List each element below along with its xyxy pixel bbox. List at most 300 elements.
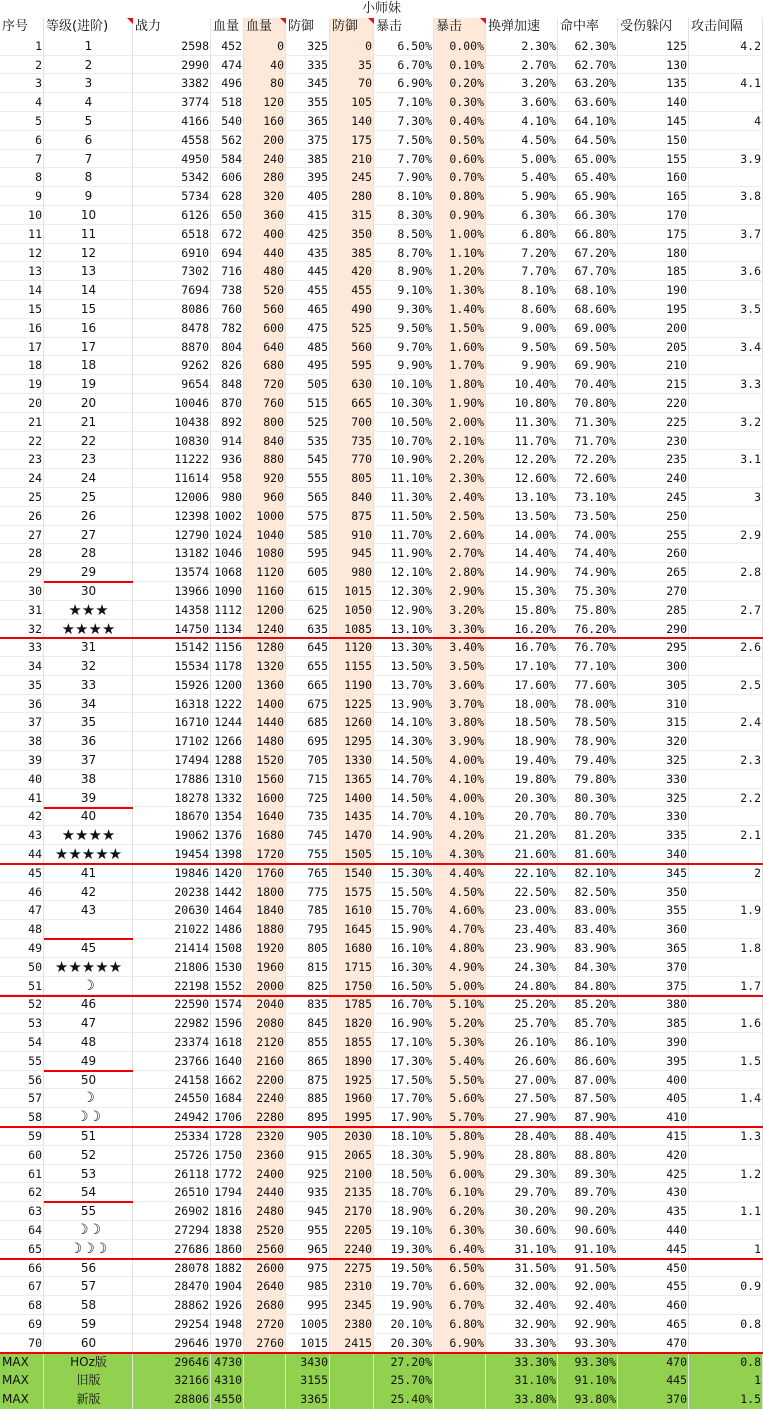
col-index-cell: 10: [0, 206, 44, 225]
col-hit-cell: 78.90%: [558, 732, 618, 751]
col-reload-cell: 33.30%: [486, 1334, 558, 1353]
col-hp-growth-cell: 2000: [244, 977, 286, 996]
col-hp-base-cell: 1310: [211, 770, 244, 789]
table-row: [0, 356, 763, 375]
col-hp-base-cell: 1376: [211, 826, 244, 845]
col-def-growth-cell: 0: [330, 37, 374, 56]
col-hit-cell: 80.70%: [558, 807, 618, 826]
col-hp-base-cell: 782: [211, 319, 244, 338]
col-crit-growth-cell: 5.00%: [434, 977, 486, 996]
col-dodge-cell: 285: [618, 601, 689, 620]
table-row: [0, 1071, 763, 1090]
col-def-growth-cell: 1645: [330, 920, 374, 939]
col-crit-base-cell: 7.10%: [374, 93, 434, 112]
col-def-growth-cell: 1680: [330, 939, 374, 958]
col-level-cell: 58: [44, 1296, 133, 1315]
col-hp-growth-cell: 1280: [244, 638, 286, 657]
col-hp-base-cell: 1398: [211, 845, 244, 864]
col-index-cell: 23: [0, 450, 44, 469]
col-crit-base-cell: 10.50%: [374, 413, 434, 432]
col-def-growth-cell: 350: [330, 225, 374, 244]
col-reload-cell: 22.50%: [486, 883, 558, 902]
col-hp-base-cell: 738: [211, 281, 244, 300]
col-def-base-cell: 545: [286, 450, 330, 469]
table-row: [0, 883, 763, 902]
col-index-cell: 13: [0, 262, 44, 281]
col-index-cell: 41: [0, 789, 44, 808]
col-crit-growth-cell: 0.90%: [434, 206, 486, 225]
col-interval-cell: 1.7: [689, 977, 763, 996]
table-row: [0, 751, 763, 770]
col-interval-cell: 2.9: [689, 526, 763, 545]
col-def-growth-cell: 315: [330, 206, 374, 225]
col-level-cell: ★★★★: [44, 620, 133, 639]
col-def-base-cell: 775: [286, 883, 330, 902]
col-def-growth-cell: 2240: [330, 1240, 374, 1259]
col-index-cell: 45: [0, 864, 44, 883]
col-reload-cell: 16.70%: [486, 638, 558, 657]
col-crit-growth-cell: [434, 1353, 486, 1372]
col-crit-growth-cell: 1.20%: [434, 262, 486, 281]
col-crit-base-cell: 6.50%: [374, 37, 434, 56]
section-separator: [0, 1352, 763, 1354]
col-power-cell: 26118: [133, 1165, 211, 1184]
col-crit-base-cell: 13.50%: [374, 657, 434, 676]
col-hp-growth-cell: 320: [244, 187, 286, 206]
col-power-cell: 4950: [133, 150, 211, 169]
col-hit-cell: 64.10%: [558, 112, 618, 131]
col-dodge-cell: 470: [618, 1353, 689, 1372]
col-dodge-cell: 330: [618, 770, 689, 789]
col-power-cell: 8478: [133, 319, 211, 338]
col-def-growth-cell: 840: [330, 488, 374, 507]
col-def-base-cell: 735: [286, 807, 330, 826]
table-row: [0, 582, 763, 601]
col-hit-cell: 87.00%: [558, 1071, 618, 1090]
col-hp-growth-cell: 800: [244, 413, 286, 432]
col-crit-base-cell: 18.50%: [374, 1165, 434, 1184]
col-hp-growth-cell: 1320: [244, 657, 286, 676]
col-interval-cell: 0.8: [689, 1353, 763, 1372]
col-power-cell: 28862: [133, 1296, 211, 1315]
col-level-cell: 22: [44, 432, 133, 451]
col-hit-cell: 74.00%: [558, 526, 618, 545]
col-hit-cell: 91.50%: [558, 1259, 618, 1278]
col-def-base-cell: 745: [286, 826, 330, 845]
col-level-cell: 10: [44, 206, 133, 225]
col-hp-growth-cell: 2760: [244, 1334, 286, 1353]
col-crit-base-cell: 16.10%: [374, 939, 434, 958]
col-level-cell: 41: [44, 864, 133, 883]
col-crit-base-cell: 7.90%: [374, 168, 434, 187]
col-crit-growth-cell: 4.40%: [434, 864, 486, 883]
col-hp-growth-cell: 120: [244, 93, 286, 112]
col-hp-growth-cell: 2040: [244, 995, 286, 1014]
col-interval-cell: [689, 206, 763, 225]
col-index-cell: 51: [0, 977, 44, 996]
col-def-base-cell: 1015: [286, 1334, 330, 1353]
col-hit-cell: 85.20%: [558, 995, 618, 1014]
col-level-header: 等级(进阶): [44, 18, 133, 37]
col-reload-cell: 24.80%: [486, 977, 558, 996]
col-hp-growth-cell: 80: [244, 74, 286, 93]
col-crit-growth-cell: 6.70%: [434, 1296, 486, 1315]
col-crit-growth-cell: 5.60%: [434, 1089, 486, 1108]
col-crit-growth-cell: 4.50%: [434, 883, 486, 902]
col-level-cell: 46: [44, 995, 133, 1014]
col-hp-growth-cell: 760: [244, 394, 286, 413]
col-def-base-cell: 325: [286, 37, 330, 56]
col-index-cell: 20: [0, 394, 44, 413]
col-interval-cell: 3.2: [689, 413, 763, 432]
col-hp-growth-cell: 40: [244, 56, 286, 75]
col-hp-growth-cell: 1240: [244, 620, 286, 639]
col-power-cell: 8086: [133, 300, 211, 319]
col-def-base-cell: 355: [286, 93, 330, 112]
col-reload-cell: 33.30%: [486, 1353, 558, 1372]
col-level-cell: 7: [44, 150, 133, 169]
col-hit-cell: 83.00%: [558, 901, 618, 920]
col-interval-cell: 1.2: [689, 1165, 763, 1184]
col-hp-base-cell: 1794: [211, 1183, 244, 1202]
col-crit-growth-cell: 6.80%: [434, 1315, 486, 1334]
col-crit-base-cell: 8.70%: [374, 244, 434, 263]
col-reload-cell: 26.10%: [486, 1033, 558, 1052]
col-reload-cell: 14.40%: [486, 544, 558, 563]
col-hit-cell: 74.90%: [558, 563, 618, 582]
col-dodge-cell: 445: [618, 1371, 689, 1390]
col-dodge-cell: 340: [618, 845, 689, 864]
col-hp-base-cell: 1486: [211, 920, 244, 939]
col-def-growth-cell: 1330: [330, 751, 374, 770]
col-hit-cell: 72.60%: [558, 469, 618, 488]
col-index-cell: MAX: [0, 1371, 44, 1390]
col-hit-cell: 88.40%: [558, 1127, 618, 1146]
col-def-growth-cell: 1785: [330, 995, 374, 1014]
col-hp-growth-cell: 1120: [244, 563, 286, 582]
col-interval-cell: 1.3: [689, 1127, 763, 1146]
col-hit-cell: 76.20%: [558, 620, 618, 639]
col-dodge-cell: 470: [618, 1334, 689, 1353]
table-row: [0, 563, 763, 582]
col-level-cell: 旧版: [44, 1371, 133, 1390]
col-def-growth-cell: 1435: [330, 807, 374, 826]
col-index-cell: 64: [0, 1221, 44, 1240]
table-row: [0, 939, 763, 958]
col-interval-cell: [689, 281, 763, 300]
col-def-growth-cell: [330, 1353, 374, 1372]
col-interval-cell: [689, 1259, 763, 1278]
col-crit-base-cell: 8.10%: [374, 187, 434, 206]
col-reload-cell: 19.80%: [486, 770, 558, 789]
col-hit-cell: 75.30%: [558, 582, 618, 601]
col-crit-base-cell: 6.70%: [374, 56, 434, 75]
col-power-cell: 25726: [133, 1146, 211, 1165]
table-row: [0, 695, 763, 714]
col-hp-growth-cell: 840: [244, 432, 286, 451]
col-power-cell: 11614: [133, 469, 211, 488]
col-interval-cell: [689, 695, 763, 714]
col-crit-base-cell: 14.50%: [374, 751, 434, 770]
col-reload-cell: 3.60%: [486, 93, 558, 112]
col-interval-cell: 2.2: [689, 789, 763, 808]
col-dodge-cell: 270: [618, 582, 689, 601]
col-level-cell: 30: [44, 582, 133, 601]
col-index-cell: 32: [0, 620, 44, 639]
col-dodge-cell: 360: [618, 920, 689, 939]
col-def-base-cell: 985: [286, 1277, 330, 1296]
col-interval-cell: [689, 131, 763, 150]
col-dodge-cell: 380: [618, 995, 689, 1014]
col-crit-growth-cell: 0.00%: [434, 37, 486, 56]
col-level-cell: 59: [44, 1315, 133, 1334]
col-crit-base-cell: 15.70%: [374, 901, 434, 920]
col-hit-cell: 62.70%: [558, 56, 618, 75]
col-dodge-cell: 205: [618, 338, 689, 357]
col-crit-growth-cell: 6.60%: [434, 1277, 486, 1296]
col-crit-base-cell: 25.70%: [374, 1371, 434, 1390]
col-dodge-cell: 310: [618, 695, 689, 714]
col-index-cell: 65: [0, 1240, 44, 1259]
col-level-cell: 5: [44, 112, 133, 131]
col-hp-growth-cell: 2280: [244, 1108, 286, 1127]
col-hp-base-cell: 584: [211, 150, 244, 169]
col-hp-growth-cell: 1920: [244, 939, 286, 958]
table-row: [0, 1240, 763, 1259]
col-power-cell: 6126: [133, 206, 211, 225]
col-interval-cell: 2: [689, 864, 763, 883]
col-interval-cell: [689, 770, 763, 789]
col-crit-base-cell: 17.50%: [374, 1071, 434, 1090]
col-power-cell: 16318: [133, 695, 211, 714]
col-crit-base-cell: 9.90%: [374, 356, 434, 375]
col-power-cell: 22198: [133, 977, 211, 996]
col-crit-growth-cell: 3.30%: [434, 620, 486, 639]
col-dodge-cell: 195: [618, 300, 689, 319]
table-row: [0, 1221, 763, 1240]
col-crit-base-cell: 12.30%: [374, 582, 434, 601]
table-row: [0, 1334, 763, 1353]
col-level-cell: 31: [44, 638, 133, 657]
col-dodge-cell: 295: [618, 638, 689, 657]
table-row: [0, 225, 763, 244]
table-row: [0, 1014, 763, 1033]
col-hp-base-cell: 1662: [211, 1071, 244, 1090]
col-hp-base-cell: 1068: [211, 563, 244, 582]
col-power-cell: 21806: [133, 958, 211, 977]
col-def-base-cell: 485: [286, 338, 330, 357]
col-interval-cell: 4: [689, 112, 763, 131]
col-level-cell: 50: [44, 1071, 133, 1090]
col-crit-base-cell: 18.10%: [374, 1127, 434, 1146]
col-crit-growth-cell: 1.80%: [434, 375, 486, 394]
col-index-cell: 38: [0, 732, 44, 751]
col-hp-base-cell: 1552: [211, 977, 244, 996]
col-level-cell: 53: [44, 1165, 133, 1184]
col-index-cell: 59: [0, 1127, 44, 1146]
col-crit-growth-cell: 1.70%: [434, 356, 486, 375]
col-crit-growth-cell: 0.60%: [434, 150, 486, 169]
col-crit-base-cell: 16.70%: [374, 995, 434, 1014]
col-hp-base-cell: 1244: [211, 713, 244, 732]
col-hp-base-cell: 606: [211, 168, 244, 187]
col-interval-cell: 2.3: [689, 751, 763, 770]
col-interval-cell: [689, 356, 763, 375]
col-dodge-header: 受伤躲闪: [618, 18, 689, 37]
col-crit-growth-cell: 4.00%: [434, 751, 486, 770]
col-dodge-cell: 440: [618, 1221, 689, 1240]
col-def-growth-cell: 280: [330, 187, 374, 206]
col-level-cell: 16: [44, 319, 133, 338]
col-hp-growth-cell: 1000: [244, 507, 286, 526]
col-level-cell: 29: [44, 563, 133, 582]
col-hp-growth-cell: [244, 1353, 286, 1372]
col-crit-base-cell: 9.10%: [374, 281, 434, 300]
col-crit-base-cell: 9.70%: [374, 338, 434, 357]
col-hit-cell: 85.70%: [558, 1014, 618, 1033]
col-crit-base-cell: 14.10%: [374, 713, 434, 732]
col-hp-base-cell: 1706: [211, 1108, 244, 1127]
col-def-growth-cell: 245: [330, 168, 374, 187]
col-index-cell: 26: [0, 507, 44, 526]
col-hp-growth-cell: 2240: [244, 1089, 286, 1108]
col-crit-base-cell: 7.30%: [374, 112, 434, 131]
col-index-cell: 43: [0, 826, 44, 845]
col-hit-cell: 79.80%: [558, 770, 618, 789]
col-crit-growth-cell: 4.90%: [434, 958, 486, 977]
col-interval-cell: 3.4: [689, 338, 763, 357]
col-hp-growth-cell: 1760: [244, 864, 286, 883]
col-def-growth-cell: 1400: [330, 789, 374, 808]
table-row: [0, 676, 763, 695]
col-interval-cell: [689, 244, 763, 263]
col-interval-cell: 2.6: [689, 638, 763, 657]
col-reload-cell: 15.80%: [486, 601, 558, 620]
col-dodge-cell: 315: [618, 713, 689, 732]
col-def-base-cell: 805: [286, 939, 330, 958]
col-def-growth-cell: 2135: [330, 1183, 374, 1202]
col-hp-base-cell: 562: [211, 131, 244, 150]
col-reload-cell: 5.90%: [486, 187, 558, 206]
table-row: [0, 977, 763, 996]
col-dodge-cell: 465: [618, 1315, 689, 1334]
col-hp-growth-cell: 2640: [244, 1277, 286, 1296]
col-dodge-cell: 400: [618, 1071, 689, 1090]
col-dodge-cell: 160: [618, 168, 689, 187]
col-dodge-cell: 320: [618, 732, 689, 751]
col-level-cell: 33: [44, 676, 133, 695]
col-power-cell: 2990: [133, 56, 211, 75]
col-crit-base-cell: 19.70%: [374, 1277, 434, 1296]
col-index-cell: 52: [0, 995, 44, 1014]
col-hp-base-cell: 804: [211, 338, 244, 357]
col-power-cell: 6910: [133, 244, 211, 263]
col-index-cell: 2: [0, 56, 44, 75]
col-power-cell: 29646: [133, 1334, 211, 1353]
col-def-base-cell: 1005: [286, 1315, 330, 1334]
col-hit-cell: 70.80%: [558, 394, 618, 413]
col-crit-growth-cell: 5.70%: [434, 1108, 486, 1127]
col-level-cell: 8: [44, 168, 133, 187]
col-interval-cell: [689, 732, 763, 751]
col-power-cell: 28806: [133, 1390, 211, 1409]
col-interval-cell: [689, 845, 763, 864]
table-row: [0, 1259, 763, 1278]
col-power-cell: 15534: [133, 657, 211, 676]
col-hp-base-cell: 1640: [211, 1052, 244, 1071]
col-dodge-cell: 430: [618, 1183, 689, 1202]
max-summary: [0, 1353, 763, 1409]
col-reload-cell: 7.70%: [486, 262, 558, 281]
col-dodge-cell: 145: [618, 112, 689, 131]
table-row: [0, 168, 763, 187]
table-row: [0, 638, 763, 657]
col-hp-growth-cell: 520: [244, 281, 286, 300]
col-dodge-cell: 225: [618, 413, 689, 432]
table-row: [0, 375, 763, 394]
col-def-growth-cell: 70: [330, 74, 374, 93]
col-level-cell: 23: [44, 450, 133, 469]
col-crit-base-cell: 16.90%: [374, 1014, 434, 1033]
col-crit-growth-cell: 1.30%: [434, 281, 486, 300]
col-level-cell: 38: [44, 770, 133, 789]
col-interval-cell: [689, 807, 763, 826]
col-reload-cell: 32.00%: [486, 1277, 558, 1296]
col-interval-header: 攻击间隔: [689, 18, 763, 37]
col-index-cell: 18: [0, 356, 44, 375]
max-row: [0, 1353, 763, 1372]
col-reload-cell: 30.60%: [486, 1221, 558, 1240]
col-level-cell: 60: [44, 1334, 133, 1353]
col-reload-cell: 11.70%: [486, 432, 558, 451]
col-interval-cell: 1: [689, 1371, 763, 1390]
col-power-cell: 22982: [133, 1014, 211, 1033]
col-power-cell: 25334: [133, 1127, 211, 1146]
col-crit-base-cell: 9.30%: [374, 300, 434, 319]
col-def-growth-cell: 2275: [330, 1259, 374, 1278]
max-row: [0, 1371, 763, 1390]
col-hit-cell: 69.50%: [558, 338, 618, 357]
col-crit-base-cell: 14.30%: [374, 732, 434, 751]
col-index-cell: 6: [0, 131, 44, 150]
col-crit-growth-cell: 6.00%: [434, 1165, 486, 1184]
col-level-cell: 39: [44, 789, 133, 808]
col-hit-cell: 66.30%: [558, 206, 618, 225]
col-crit-base-cell: 16.30%: [374, 958, 434, 977]
col-hp-base-cell: 870: [211, 394, 244, 413]
col-reload-cell: 32.90%: [486, 1315, 558, 1334]
col-hit-cell: 92.00%: [558, 1277, 618, 1296]
col-crit-base-cell: 19.90%: [374, 1296, 434, 1315]
col-dodge-cell: 350: [618, 883, 689, 902]
col-hp-base-cell: 496: [211, 74, 244, 93]
col-hit-cell: 88.80%: [558, 1146, 618, 1165]
col-crit-base-cell: 10.70%: [374, 432, 434, 451]
col-level-cell: 48: [44, 1033, 133, 1052]
col-crit-base-cell: 14.90%: [374, 826, 434, 845]
col-hp-base-cell: 914: [211, 432, 244, 451]
col-crit-base-cell: 14.50%: [374, 789, 434, 808]
col-interval-cell: [689, 1334, 763, 1353]
col-index-cell: 47: [0, 901, 44, 920]
table-row: [0, 450, 763, 469]
col-crit-growth-cell: 5.20%: [434, 1014, 486, 1033]
col-index-cell: 57: [0, 1089, 44, 1108]
col-hit-cell: 66.80%: [558, 225, 618, 244]
col-interval-cell: 1.6: [689, 1014, 763, 1033]
col-def-base-cell: 765: [286, 864, 330, 883]
col-def-growth-cell: 175: [330, 131, 374, 150]
